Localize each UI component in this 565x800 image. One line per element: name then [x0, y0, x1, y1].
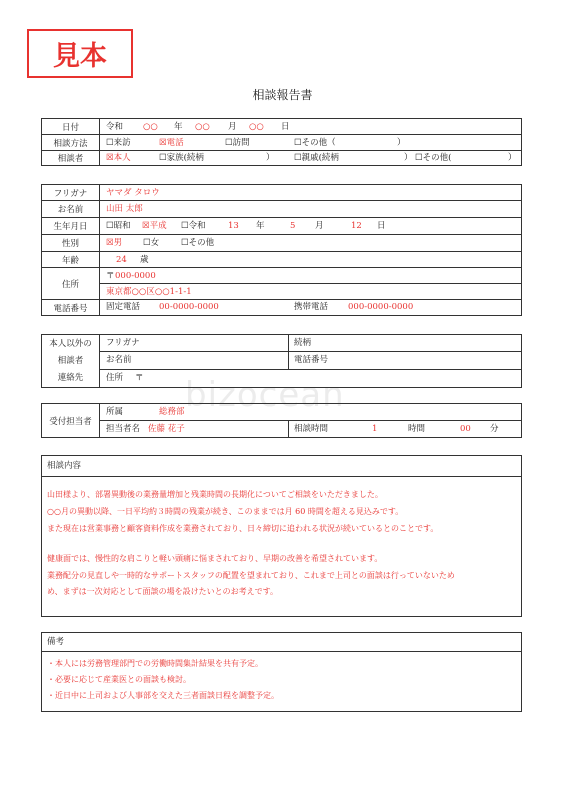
- other-kana-label: フリガナ: [106, 338, 140, 348]
- date-year-value[interactable]: ○○: [143, 122, 158, 132]
- other-contact-side: [42, 335, 100, 387]
- method-phone-checkbox[interactable]: ☒電話: [159, 138, 184, 148]
- minutes-unit: 分: [490, 424, 499, 434]
- method-visit-checkbox[interactable]: ☐来訪: [106, 138, 131, 148]
- consultation-content-box[interactable]: [41, 455, 522, 617]
- date-era: 令和: [106, 122, 124, 132]
- other-contact-side-line1: 本人以外の: [49, 338, 92, 349]
- mobile-phone-value[interactable]: 000-0000-0000: [348, 302, 414, 312]
- person-row: [42, 151, 521, 165]
- date-label: 日付: [42, 119, 100, 134]
- staff-side-label: 受付担当者: [42, 404, 100, 437]
- phone-label: 電話番号: [42, 300, 100, 315]
- name-row: [42, 201, 521, 218]
- date-row: [42, 119, 521, 135]
- mobile-phone-label: 携帯電話: [294, 302, 329, 312]
- kana-value[interactable]: ヤマダ タロウ: [106, 188, 160, 198]
- minutes-value[interactable]: 00: [460, 424, 471, 434]
- notes-heading: 備考: [47, 637, 65, 647]
- other-name-label: お名前: [106, 355, 132, 365]
- person-other-checkbox[interactable]: ☐その他(: [415, 153, 452, 163]
- birth-day-unit: 日: [377, 221, 386, 231]
- person-family-checkbox[interactable]: ☐家族(続柄: [159, 153, 204, 163]
- other-contact-side-line2: 相談者: [57, 355, 84, 366]
- notes-line: ・必要に応じて産業医との面談も検討。: [47, 675, 191, 684]
- sex-female-checkbox[interactable]: ☐女: [143, 238, 160, 248]
- content-line: 健康面では、慢性的な肩こりと軽い頭痛に悩まされており、早期の改善を希望されています。: [47, 554, 383, 563]
- birth-reiwa-checkbox[interactable]: ☐令和: [181, 221, 206, 231]
- birth-year-value[interactable]: 13: [228, 221, 239, 231]
- method-home-checkbox[interactable]: ☐訪問: [225, 138, 250, 148]
- birth-heisei-checkbox[interactable]: ☒平成: [142, 221, 167, 231]
- method-label: 相談方法: [42, 135, 100, 150]
- sample-stamp: 見本: [27, 29, 133, 78]
- notes-line: ・近日中に上司および人事部を交えた三者面談日程を調整予定。: [47, 691, 279, 700]
- kana-label: フリガナ: [42, 185, 100, 200]
- age-unit: 歳: [140, 255, 149, 265]
- date-year-unit: 年: [174, 122, 183, 132]
- notes-box[interactable]: [41, 632, 522, 712]
- sex-male-checkbox[interactable]: ☒男: [106, 238, 123, 248]
- watermark: bizocean: [185, 375, 345, 415]
- content-line: 業務配分の見直しや一時的なサポートスタッフの配置を望まれており、これまで上司との面談は行っていないため: [47, 571, 455, 580]
- content-heading: 相談内容: [47, 461, 82, 471]
- content-line: 山田様より、部署異動後の業務量増加と残業時間の長期化についてご相談をいただきました。: [47, 490, 383, 499]
- postal-mark: 〒: [106, 271, 115, 281]
- content-line: ○○月の異動以降、一日平均約３時間の残業が続き、このままでは月 60 時間を超える見込みです。: [47, 507, 404, 516]
- person-self-checkbox[interactable]: ☒本人: [106, 153, 131, 163]
- sex-row: [42, 235, 521, 252]
- person-relative-checkbox[interactable]: ☐親戚(続柄: [294, 153, 339, 163]
- person-other-close: ）: [508, 153, 517, 163]
- other-address-label: 住所: [106, 373, 124, 383]
- notes-line: ・本人には労務管理部門での労働時間集計結果を共有予定。: [47, 659, 263, 668]
- person-family-close: ）: [266, 153, 275, 163]
- sex-label: 性別: [42, 235, 100, 251]
- address-row: [42, 268, 521, 300]
- fixed-phone-label: 固定電話: [106, 302, 141, 312]
- address-label: 住所: [42, 268, 100, 299]
- person-label: 相談者: [42, 151, 100, 165]
- document-title: 相談報告書: [252, 88, 313, 102]
- other-contact-table: [41, 334, 522, 388]
- birth-row: [42, 218, 521, 235]
- birth-day-value[interactable]: 12: [351, 221, 362, 231]
- address-value[interactable]: 東京都○○区○○1-1-1: [106, 287, 192, 297]
- other-phone-label: 電話番号: [294, 355, 329, 365]
- birth-label: 生年月日: [42, 218, 100, 234]
- birth-showa-checkbox[interactable]: ☐昭和: [106, 221, 131, 231]
- age-label: 年齢: [42, 252, 100, 267]
- client-info-table: [41, 184, 522, 316]
- other-relation-label: 続柄: [294, 338, 312, 348]
- phone-row: [42, 300, 521, 315]
- date-month-unit: 月: [228, 122, 237, 132]
- birth-month-unit: 月: [315, 221, 324, 231]
- reception-staff-table: [41, 403, 522, 438]
- age-value[interactable]: 24: [116, 255, 127, 265]
- date-day-unit: 日: [281, 122, 290, 132]
- dept-label: 所属: [106, 407, 124, 417]
- hours-unit: 時間: [408, 424, 426, 434]
- date-day-value[interactable]: ○○: [249, 122, 264, 132]
- method-other-checkbox[interactable]: ☐その他（: [294, 138, 336, 148]
- other-address-postal: 〒: [135, 373, 144, 383]
- time-label: 相談時間: [294, 424, 329, 434]
- birth-year-unit: 年: [256, 221, 265, 231]
- staff-name-value[interactable]: 佐藤 花子: [148, 424, 185, 434]
- consultation-info-table: [41, 118, 522, 166]
- name-value[interactable]: 山田 太郎: [106, 204, 143, 214]
- birth-month-value[interactable]: 5: [290, 221, 296, 231]
- method-other-close: ）: [397, 138, 406, 148]
- staff-name-label: 担当者名: [106, 424, 141, 434]
- method-row: [42, 135, 521, 151]
- content-line: また現在は営業事務と顧客資料作成を業務されており、日々締切に追われる状況が続いているとのことです。: [47, 524, 439, 533]
- age-row: [42, 252, 521, 268]
- postal-value[interactable]: 000-0000: [115, 271, 156, 281]
- fixed-phone-value[interactable]: 00-0000-0000: [159, 302, 219, 312]
- name-label: お名前: [42, 201, 100, 217]
- person-relative-close: ）: [404, 153, 413, 163]
- date-month-value[interactable]: ○○: [195, 122, 210, 132]
- dept-value[interactable]: 総務部: [159, 407, 185, 417]
- other-contact-side-line3: 連絡先: [57, 372, 84, 383]
- content-line: め、まずは一次対応として面談の場を設けたいとのお考えです。: [47, 587, 279, 596]
- hours-value[interactable]: 1: [372, 424, 378, 434]
- sex-other-checkbox[interactable]: ☐その他: [181, 238, 215, 248]
- kana-row: [42, 185, 521, 201]
